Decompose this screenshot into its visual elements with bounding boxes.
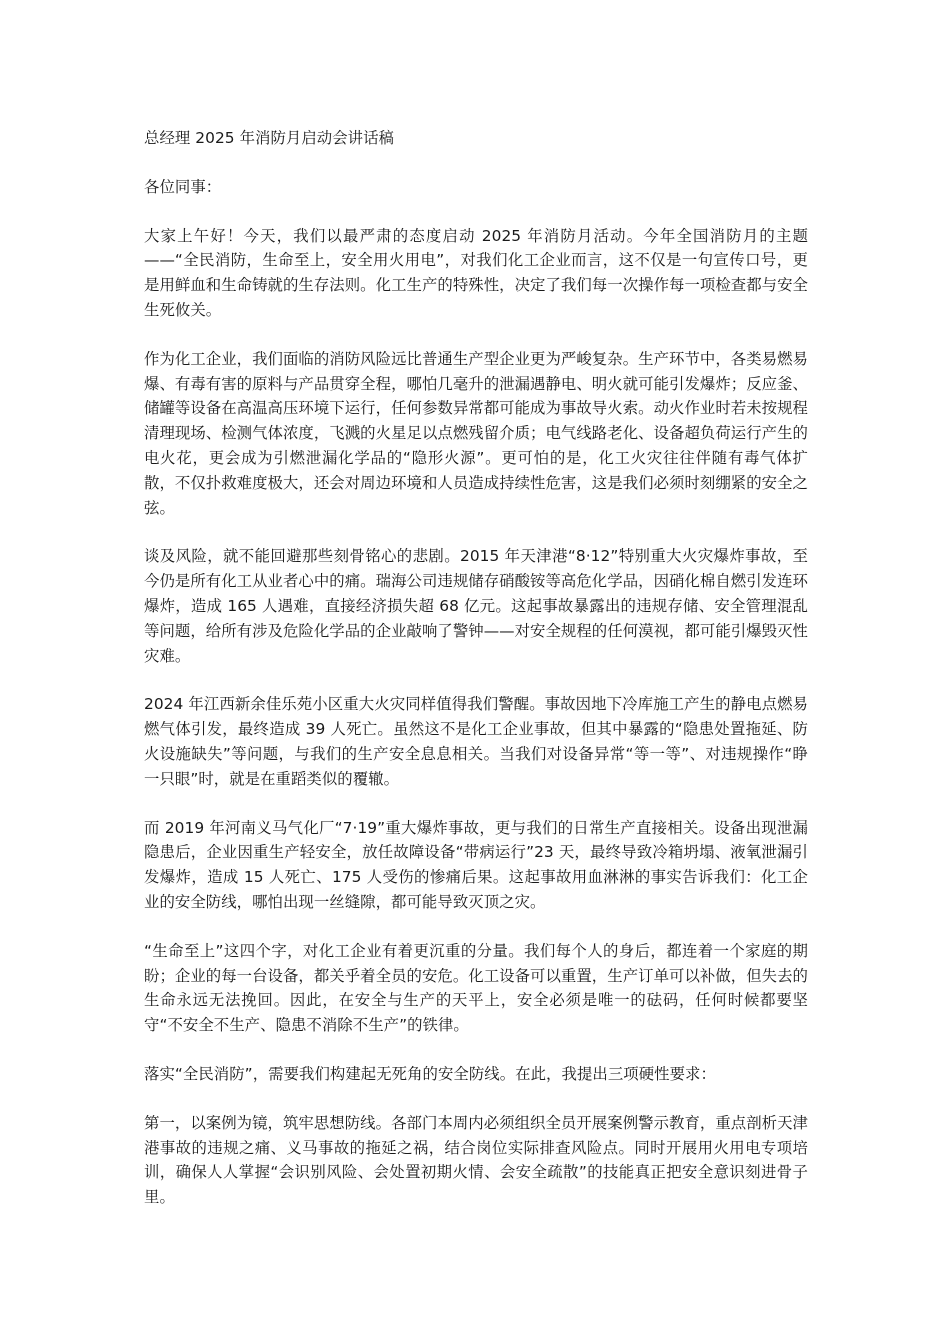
speech-document [144, 126, 808, 1234]
document-title: 总经理 2025 年消防月启动会讲话稿 [144, 129, 394, 147]
paragraph-yima-case: 而 2019 年河南义马气化厂“7·19”重大爆炸事故，更与我们的日常生产直接相关。设备出现泄漏隐患后，企业因重生产轻安全，放任故障设备“带病运行”23 天，最终导致冷箱坍塌、液氧泄漏引发爆炸，造成 15 人死亡、175 人受伤的惨痛后果。这起事故用血淋淋的事实告诉我们：化工企业的安全防线，哪怕出现一丝缝隙，都可能导致灭顶之灾。 [144, 818, 808, 911]
paragraph-tianjin-case: 谈及风险，就不能回避那些刻骨铭心的悲剧。2015 年天津港“8·12”特别重大火灾爆炸事故，至今仍是所有化工从业者心中的痛。瑞海公司违规储存硝酸铵等高危化学品，因硝化棉自燃引发连环爆炸，造成 165 人遇难，直接经济损失超 68 亿元。这起事故暴露出的违规存储、安全管理混乱等问题，给所有涉及危险化学品的企业敲响了警钟——对安全规程的任何漠视，都可能引爆毁灭性灾难。 [144, 547, 808, 665]
greeting: 各位同事： [144, 177, 222, 196]
paragraph-requirement-one: 第一，以案例为镜，筑牢思想防线。各部门本周内必须组织全员开展案例警示教育，重点剖析天津港事故的违规之痛、义马事故的拖延之祸，结合岗位实际排查风险点。同时开展用火用电专项培训，确保人人掌握“会识别风险、会处置初期火情、会安全疏散”的技能真正把安全意识刻进骨子里。 [144, 1113, 808, 1207]
paragraph-xinyu-case: 2024 年江西新余佳乐苑小区重大火灾同样值得我们警醒。事故因地下冷库施工产生的静电点燃易燃气体引发，最终造成 39 人死亡。虽然这不是化工企业事故，但其中暴露的“隐患处置拖延、防火设施缺失”等问题，与我们的生产安全息息相关。当我们对设备异常“等一等”、对违规操作“睁一只眼”时，就是在重蹈类似的覆辙。 [144, 695, 808, 788]
paragraph-life-first: “生命至上”这四个字，对化工企业有着更沉重的分量。我们每个人的身后，都连着一个家庭的期盼；企业的每一台设备，都关乎着全员的安危。化工设备可以重置，生产订单可以补做，但失去的生命永远无法挽回。因此，在安全与生产的天平上，安全必须是唯一的砝码，任何时候都要坚守“不安全不生产、隐患不消除不生产”的铁律。 [144, 941, 808, 1035]
paragraph-risks: 作为化工企业，我们面临的消防风险远比普通生产型企业更为严峻复杂。生产环节中，各类易燃易爆、有毒有害的原料与产品贯穿全程，哪怕几毫升的泄漏遇静电、明火就可能引发爆炸；反应釜、储罐等设备在高温高压环境下运行，任何参数异常都可能成为事故导火索。动火作业时若未按规程清理现场、检测气体浓度，飞溅的火星足以点燃残留介质；电气线路老化、设备超负荷运行产生的电火花，更会成为引燃泄漏化学品的“隐形火源”。更可怕的是，化工火灾往往伴随有毒气体扩散，不仅扑救难度极大，还会对周边环境和人员造成持续性危害，这是我们必须时刻绷紧的安全之弦。 [144, 349, 808, 517]
paragraph-opening: 大家上午好！今天，我们以最严肃的态度启动 2025 年消防月活动。今年全国消防月的主题——“全民消防，生命至上，安全用火用电”，对我们化工企业而言，这不仅是一句宣传口号，更是用鲜血和生命铸就的生存法则。化工生产的特殊性，决定了我们每一次操作每一项检查都与安全生死攸关。 [144, 226, 808, 319]
paragraph-requirements-intro: 落实“全民消防”，需要我们构建起无死角的安全防线。在此，我提出三项硬性要求： [144, 1064, 716, 1083]
